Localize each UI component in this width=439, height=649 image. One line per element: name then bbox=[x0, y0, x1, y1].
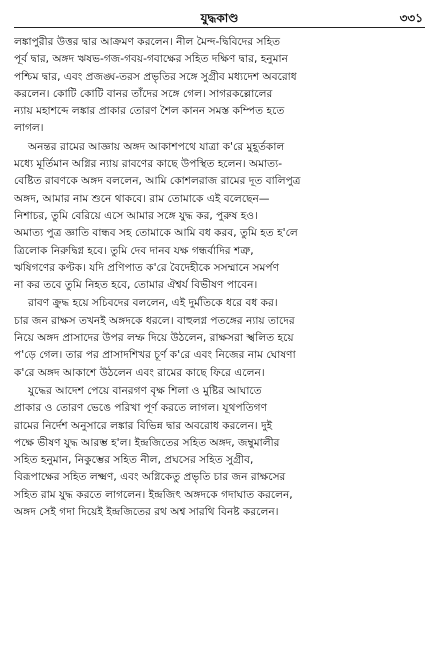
text-line: পূর্ব দ্বার, অঙ্গদ ঋষভ-গজ-গবয়-গবাক্ষের সহিত দক্ষিণ দ্বার, হনুমান bbox=[14, 53, 288, 66]
text-line: অঙ্গদ সেই গদা দিয়েই ইন্দ্রজিতের রথ অশ্ব সারথি বিনষ্ট করলেন। bbox=[14, 506, 279, 519]
text-line: নিশাচর, তুমি বেরিয়ে এসে আমার সঙ্গে যুদ্ধ কর, পুরুষ হও। bbox=[14, 209, 258, 222]
text-line: নিয়ে অঙ্গদ প্রাসাদের উপর লম্ফ দিয়ে উঠলেন, রাক্ষসরা স্খলিত হয়ে bbox=[14, 332, 294, 345]
paragraph-1 bbox=[14, 34, 425, 138]
text-line: অনন্তর রামের আজ্ঞায় অঙ্গদ আকাশপথে যাত্রা ক'রে মুহূর্তকাল bbox=[28, 140, 285, 153]
text-line: ন্যায় মহাশব্দে লঙ্কার প্রাকার তোরণ শৈল কানন সমস্ত কম্পিত হতে bbox=[14, 105, 285, 118]
text-line: অমাত্য পুত্র জ্ঞাতি বান্ধব সহ তোমাকে আমি বধ করব, তুমি হত হ'লে bbox=[14, 227, 298, 240]
text-line: যুদ্ধের আদেশ পেয়ে বানরগণ বৃক্ষ শিলা ও মুষ্টির আঘাতে bbox=[28, 384, 262, 397]
text-line: ঋষিগণের কণ্টক। যদি প্রণিপাত ক'রে বৈদেহীকে সসম্মানে সমর্পণ bbox=[14, 261, 280, 274]
paragraph-2 bbox=[14, 139, 425, 295]
page-number: ৩৩১ bbox=[399, 11, 423, 25]
text-line: ত্রিলোক নিরুদ্বিগ্ন হবে। তুমি দেব দানব যক্ষ গন্ধর্বাদির শত্রু, bbox=[14, 244, 254, 257]
text-line: না কর তবে তুমি নিহত হবে, তোমার ঐশ্বর্য বিভীষণ পাবেন। bbox=[14, 279, 258, 292]
text-line: বিরূপাক্ষের সহিত লক্ষ্মণ, এবং অগ্নিকেতু প্রভৃতি চার জন রাক্ষসের bbox=[14, 471, 286, 484]
text-line: লঙ্কাপুরীর উত্তর দ্বার আক্রমণ করলেন। নীল মৈন্দ-দ্বিবিদের সহিত bbox=[14, 36, 281, 48]
text-line: সহিত হনুমান, নিকুম্ভের সহিত নীল, প্রঘসের সহিত সুগ্রীব, bbox=[14, 454, 254, 467]
text-line: অঙ্গদ, আমার নাম শুনে থাকবে। রাম তোমাকে এই বলেছেন— bbox=[14, 192, 270, 205]
text-line: সহিত রাম যুদ্ধ করতে লাগলেন। ইন্দ্রজিৎ অঙ্গদকে গদাঘাত করলেন, bbox=[14, 488, 293, 501]
text-line: রামের নির্দেশ অনুসারে লঙ্কার বিভিন্ন দ্বার অবরোধ করলেন। দুই bbox=[14, 419, 273, 432]
text-line: রাবণ ক্রুদ্ধ হয়ে সচিবদের বললেন, এই দুর্মতিকে ধরে বধ কর। bbox=[28, 297, 278, 310]
text-line: প্রাকার ও তোরণ ভেঙে পরিখা পূর্ণ করতে লাগল। যূথপতিগণ bbox=[14, 402, 267, 415]
page-body bbox=[14, 34, 425, 521]
text-line: প'ড়ে গেল। তার পর প্রাসাদশিখর চূর্ণ ক'রে এবং নিজের নাম ঘোষণা bbox=[14, 349, 296, 362]
text-line: পক্ষে ভীষণ যুদ্ধ আরম্ভ হ'ল। ইন্দ্রজিতের সহিত অঙ্গদ, জম্বুমালীর bbox=[14, 436, 280, 449]
text-line: মধ্যে মূর্তিমান অগ্নির ন্যায় রাবণের কাছে উপস্থিত হলেন। অমাত্য- bbox=[14, 158, 283, 171]
paragraph-4 bbox=[14, 383, 425, 521]
page-header bbox=[14, 6, 425, 28]
text-line: করলেন। কোটি কোটি বানর তাঁদের সঙ্গে গেল। সাগরকল্লোলের bbox=[14, 87, 273, 100]
paragraph-3 bbox=[14, 295, 425, 381]
text-line: চার জন রাক্ষস তখনই অঙ্গদকে ধরলে। বাহুলগ্ন পতঙ্গের ন্যায় তাদের bbox=[14, 314, 295, 327]
chapter-title: যুদ্ধকাণ্ড bbox=[200, 11, 239, 25]
text-line: লাগল। bbox=[14, 122, 44, 135]
text-line: বেষ্টিত রাবণকে অঙ্গদ বললেন, আমি কোশলরাজ রামের দূত বালিপুত্র bbox=[14, 175, 301, 188]
text-line: ক'রে অঙ্গদ আকাশে উঠলেন এবং রামের কাছে ফিরে এলেন। bbox=[14, 366, 265, 379]
text-line: পশ্চিম দ্বার, এবং প্রজঙ্ঘ-তরস প্রভৃতির সঙ্গে সুগ্রীব মধ্যদেশ অবরোধ bbox=[14, 70, 297, 83]
header-divider bbox=[14, 27, 425, 28]
